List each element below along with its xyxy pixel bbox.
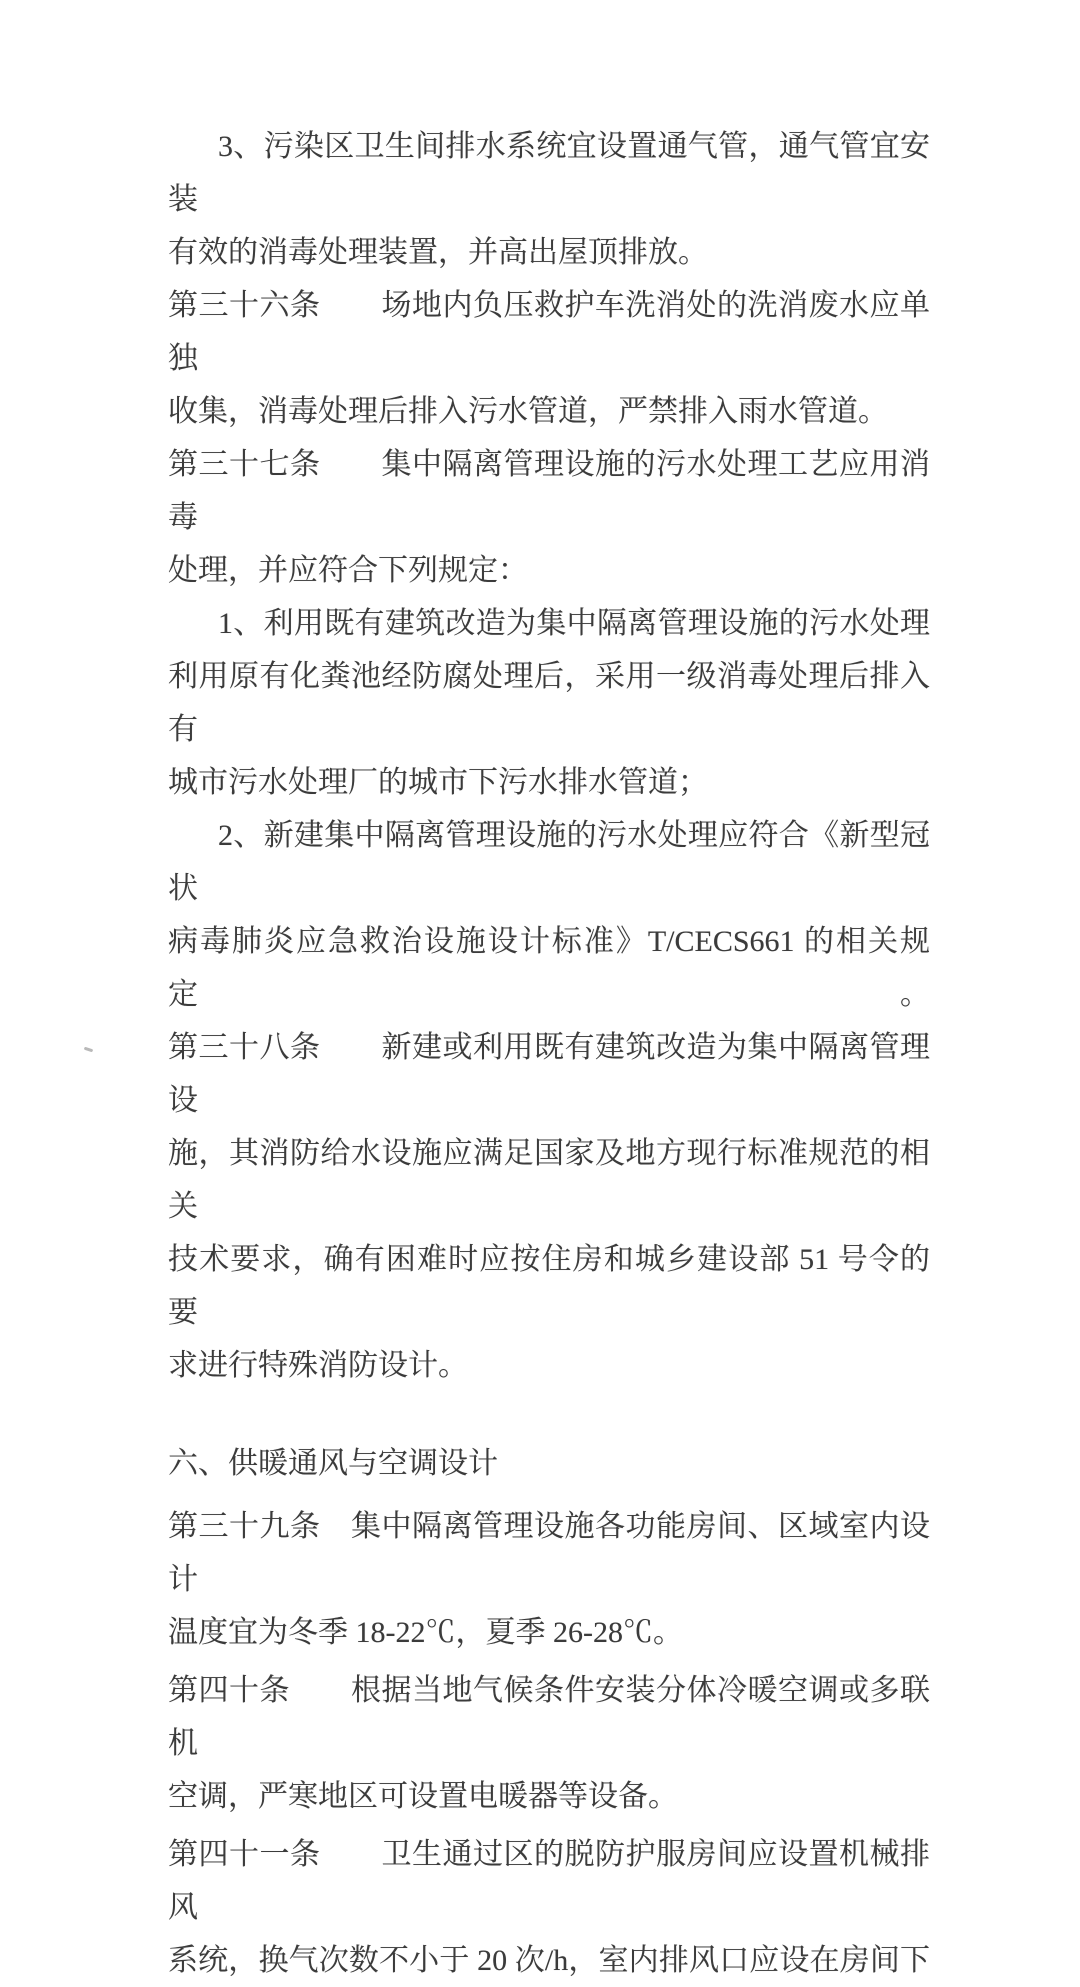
doc-line: 处理，并应符合下列规定： [168,554,528,587]
doc-line: 施，其消防给水设施应满足国家及地方现行标准规范的相关 [168,1137,930,1223]
article-38-line: 第三十八条 新建或利用既有建筑改造为集中隔离管理设 [168,1031,930,1117]
doc-line: 温度宜为冬季 18-22℃，夏季 26-28℃。 [168,1616,683,1649]
doc-line: 病毒肺炎应急救治设施设计标准》T/CECS661 的相关规定。 [168,925,930,1011]
doc-line: 利用原有化粪池经防腐处理后，采用一级消毒处理后排入有 [168,660,930,746]
scan-speck-artifact [84,1047,93,1053]
document-page [168,120,930,1987]
article-40-line: 第四十条 根据当地气候条件安装分体冷暖空调或多联机 [168,1674,930,1760]
article-36-line: 第三十六条 场地内负压救护车洗消处的洗消废水应单独 [168,289,930,375]
doc-line: 求进行特殊消防设计。 [168,1349,468,1382]
article-39-line: 第三十九条 集中隔离管理设施各功能房间、区域室内设计 [168,1510,930,1596]
doc-line: 收集，消毒处理后排入污水管道，严禁排入雨水管道。 [168,395,888,428]
doc-line: 有效的消毒处理装置，并高出屋顶排放。 [168,236,708,269]
doc-line: 2、新建集中隔离管理设施的污水处理应符合《新型冠状 [168,819,930,905]
article-37-line: 第三十七条 集中隔离管理设施的污水处理工艺应用消毒 [168,448,930,534]
doc-line: 3、污染区卫生间排水系统宜设置通气管，通气管宜安装 [168,130,930,216]
doc-line: 空调，严寒地区可设置电暖器等设备。 [168,1780,678,1813]
article-41-line: 第四十一条 卫生通过区的脱防护服房间应设置机械排风 [168,1838,930,1924]
doc-line: 系统，换气次数不小于 20 次/h，室内排风口应设在房间下 [168,1944,930,1977]
section-heading: 六、供暖通风与空调设计 [168,1447,498,1480]
doc-line: 技术要求，确有困难时应按住房和城乡建设部 51 号令的要 [168,1243,930,1329]
doc-line: 城市污水处理厂的城市下污水排水管道； [168,766,708,799]
doc-line: 1、利用既有建筑改造为集中隔离管理设施的污水处理 [218,607,930,640]
